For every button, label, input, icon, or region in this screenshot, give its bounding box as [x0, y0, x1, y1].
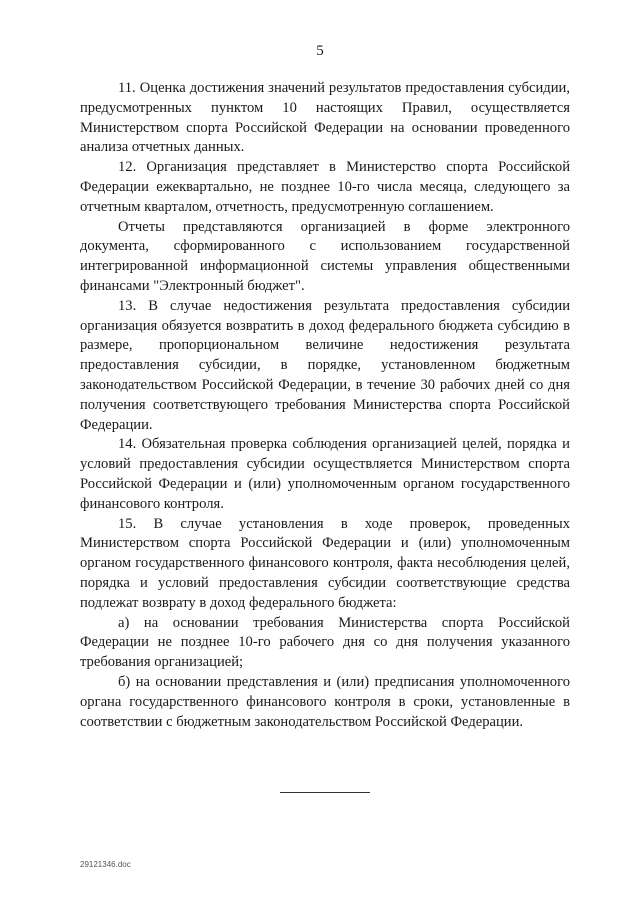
document-body: [80, 79, 570, 732]
paragraph-12-reports: Отчеты представляются организацией в форме электронного документа, сформированного с использованием государственной интегрированной информационной системы управления общественными финансами "Электронный бюджет".: [80, 218, 570, 294]
footer-filename: 29121346.doc: [80, 860, 131, 869]
paragraph-15-b: б) на основании представления и (или) предписания уполномоченного органа государственного финансового контроля в сроки, установленные в соответствии с бюджетным законодательством Российской Федерации.: [80, 673, 570, 730]
paragraph-15: 15. В случае установления в ходе проверок, проведенных Министерством спорта Российской Федерации и (или) уполномоченным органом государственного финансового контроля, факта несоблюдения целей, порядка и условий предоставления субсидии соответствующие средства подлежат возврату в доход федерального бюджета:: [80, 515, 570, 611]
page-number: 5: [316, 43, 324, 59]
paragraph-15-a: а) на основании требования Министерства спорта Российской Федерации не позднее 10-го рабочего дня со дня получения указанного требования организацией;: [80, 614, 570, 671]
paragraph-14: 14. Обязательная проверка соблюдения организацией целей, порядка и условий предоставления субсидии осуществляется Министерством спорта Российской Федерации и (или) уполномоченным органом государственного финансового контроля.: [80, 436, 570, 512]
paragraph-13: 13. В случае недостижения результата предоставления субсидии организация обязуется возвратить в доход федерального бюджета субсидию в размере, пропорциональном величине недостижения результата предоставления субсидии, в порядке, установленном бюджетным законодательством Российской Федерации, в течение 30 рабочих дней со дня получения соответствующего требования Министерства спорта Российской Федерации.: [80, 297, 570, 433]
paragraph-11: 11. Оценка достижения значений результатов предоставления субсидии, предусмотренных пунктом 10 настоящих Правил, осуществляется Министерством спорта Российской Федерации на основании проведенного анализа отчетных данных.: [80, 80, 570, 156]
paragraph-12: 12. Организация представляет в Министерство спорта Российской Федерации ежеквартально, не позднее 10-го числа месяца, следующего за отчетным кварталом, отчетность, предусмотренную соглашением.: [80, 159, 570, 215]
end-divider-line: [280, 792, 370, 793]
